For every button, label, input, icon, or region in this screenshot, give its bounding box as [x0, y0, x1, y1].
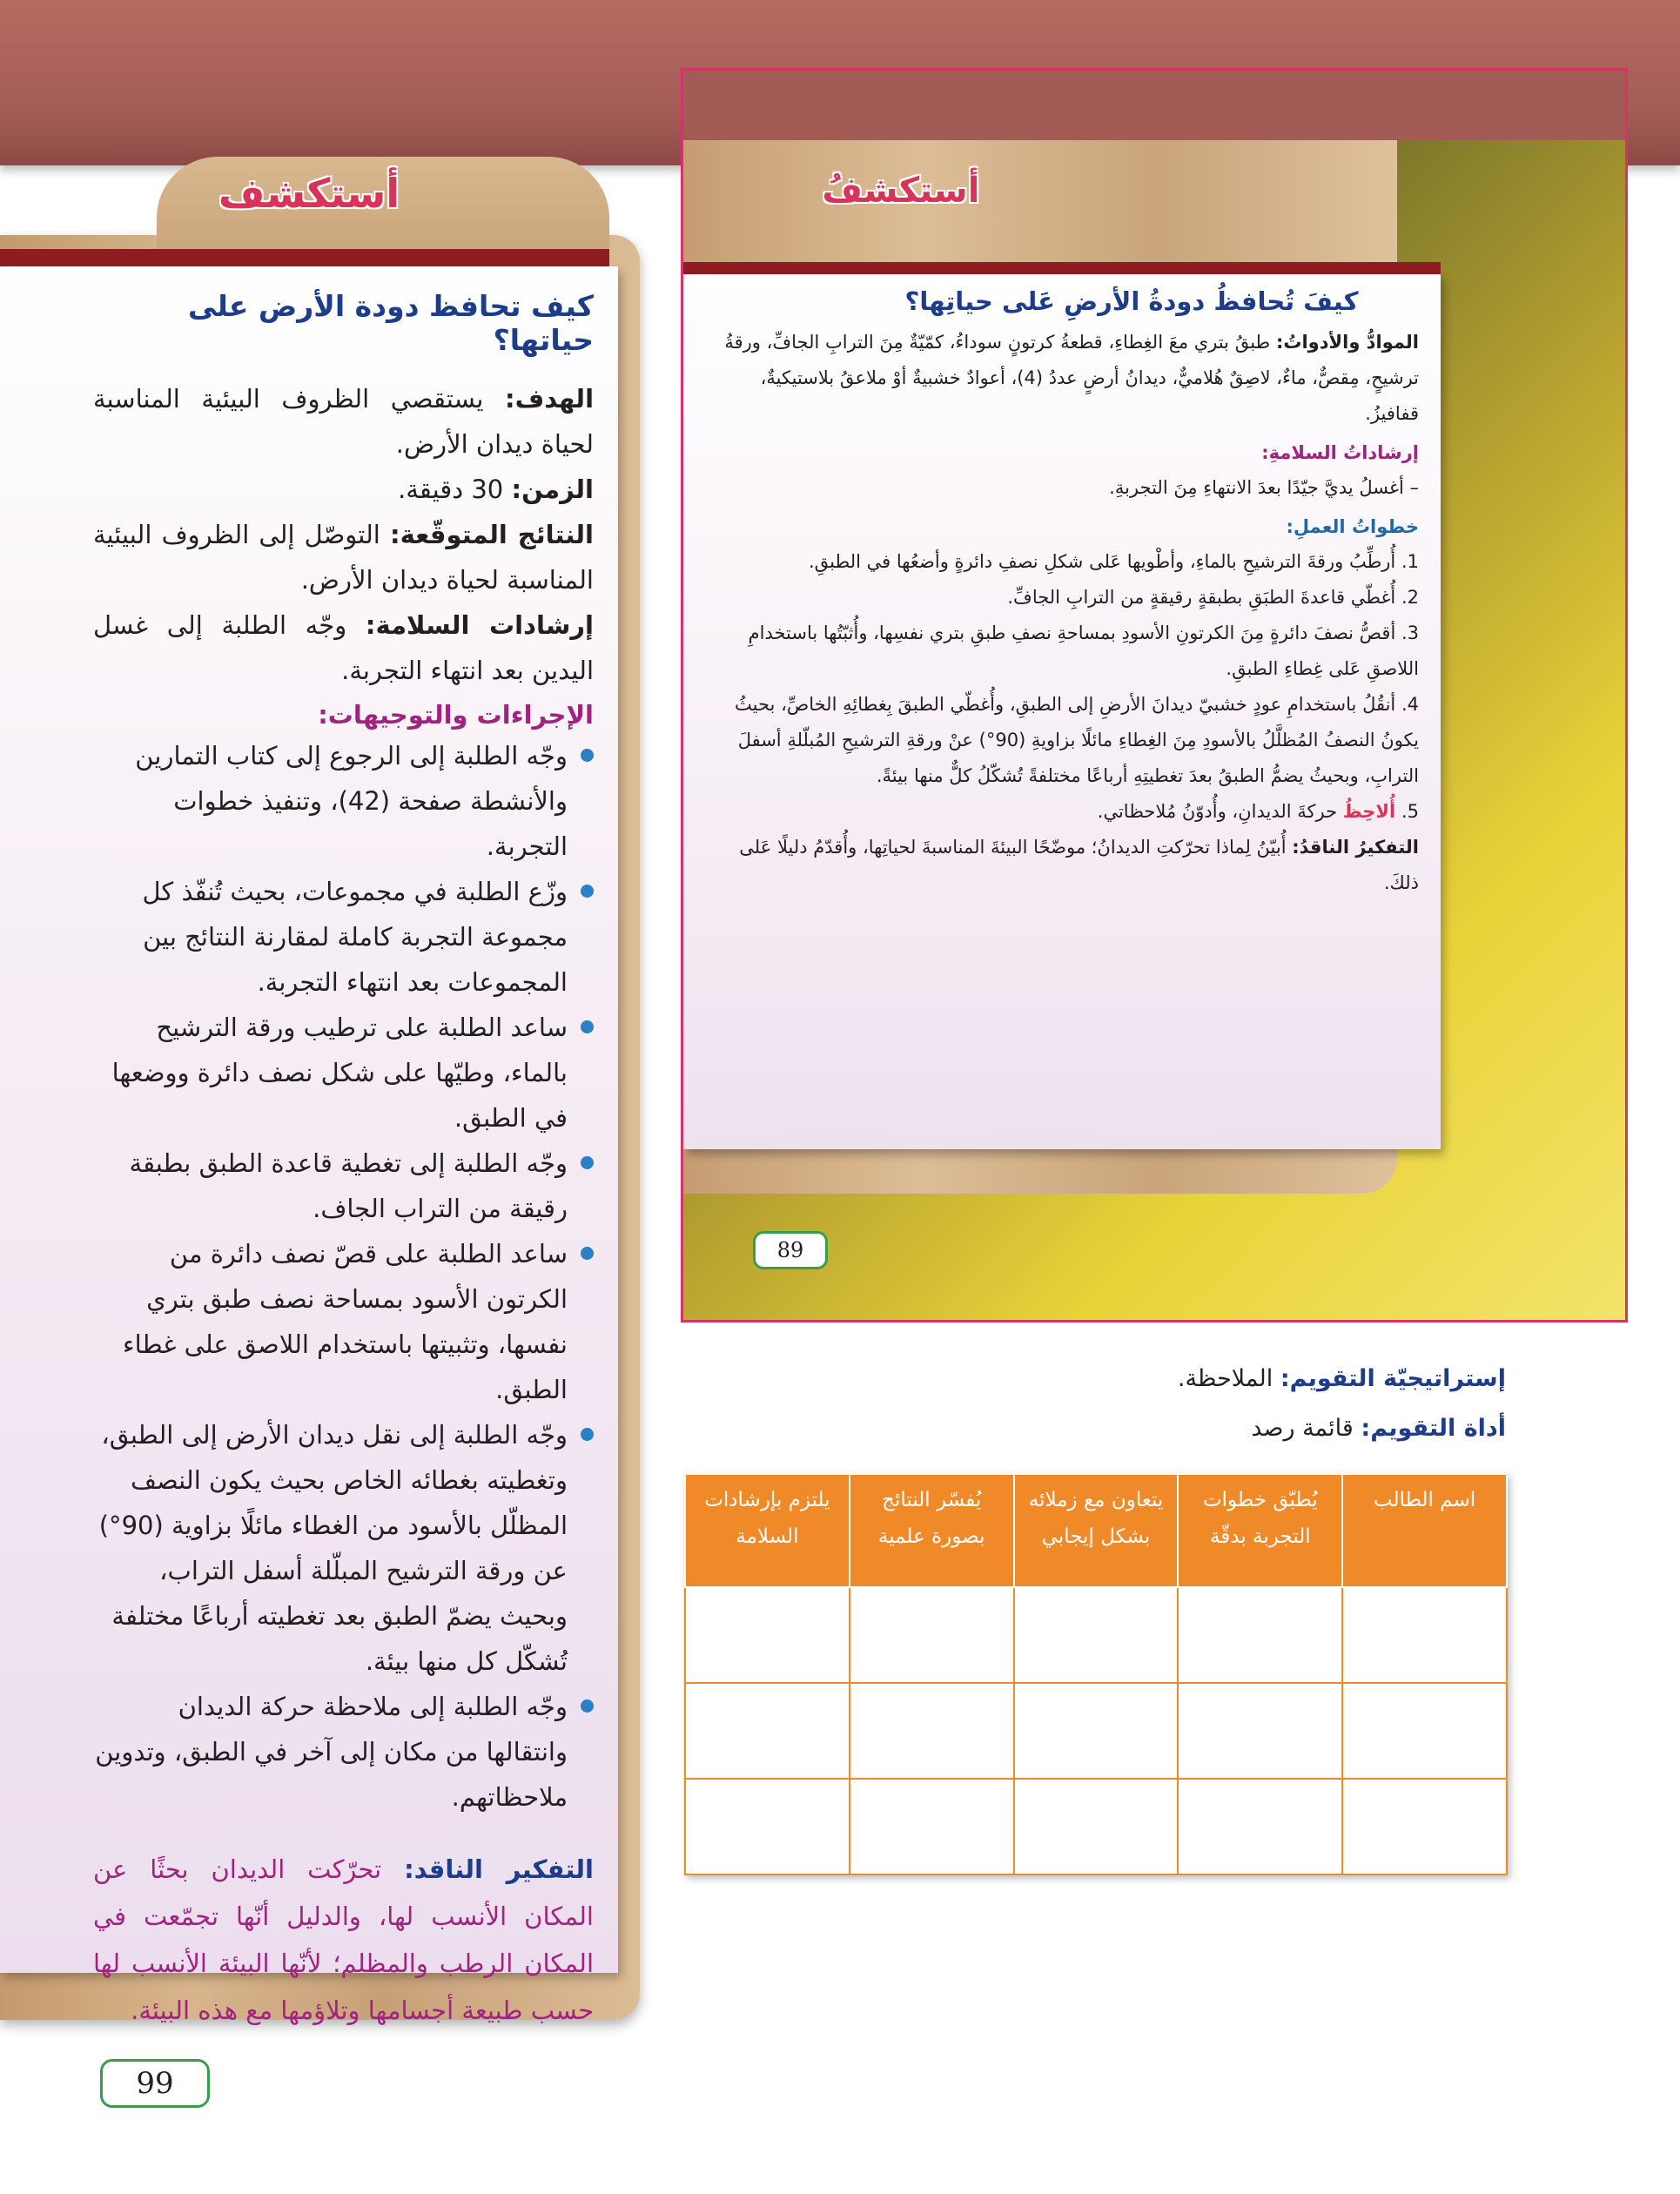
table-cell [1014, 1683, 1179, 1779]
table-cell [685, 1683, 850, 1779]
bullet-dot-icon [581, 749, 594, 762]
table-cell [685, 1779, 850, 1874]
goal-label: الهدف: [505, 384, 595, 414]
table-cell [1014, 1779, 1179, 1874]
table-cell [1014, 1587, 1179, 1683]
procedure-item [93, 1231, 594, 1412]
results-text: التوصّل إلى الظروف البيئية المناسبة لحياة ديدان الأرض. [93, 520, 594, 595]
table-header-cell: يتعاون مع زملائه بشكل إيجابي [1014, 1474, 1179, 1587]
table-cell [1178, 1683, 1342, 1779]
table-header-cell: يلتزم بإرشادات السلامة [685, 1474, 850, 1587]
procedure-text: وجّه الطلبة إلى نقل ديدان الأرض إلى الطبق، وتغطيته بغطائه الخاص بحيث يكون النصف المظلّل بالأسود من الغطاء مائلًا بزاوية (90°) عن ورقة الترشيح المبلّلة أسفل التراب، وبحيث يضمّ الطبق بعد تغطيته أرباعًا مختلفة تُشكّل كل منها بيئة. [98, 1420, 568, 1676]
tool-label: أداة التقويم: [1361, 1415, 1506, 1442]
step-text: حركةَ الديدانِ، وأُدوّنُ مُلاحظاتي. [1097, 801, 1338, 822]
bullet-dot-icon [581, 1156, 594, 1169]
time-line [93, 467, 594, 512]
tool-value: قائمة رصد [1251, 1415, 1354, 1442]
procedures-heading: الإجراءات والتوجيهات: [318, 700, 594, 730]
procedures-list [93, 733, 594, 1820]
table-header-cell: يُفسّر النتائج بصورة علمية [850, 1474, 1014, 1587]
time-label: الزمن: [511, 474, 594, 504]
table-row [685, 1779, 1507, 1874]
step-item: 4. أنقُلُ باستخدامِ عودٍ خشبيّ ديدانَ الأرضِ إلى الطبقِ، وأُغطّي الطبقَ بِغطائِهِ الخاصِّ، بحيثُ يكونُ النصفُ المُظلَّلُ بالأسودِ مِنَ الغِطاءِ مائلًا بزاويةِ (90°) عنْ ورقةِ الترشيحِ المُبلّلةِ أسفلَ الترابِ، وبحيثُ يضمُّ الطبقُ بعدَ تغطيتِهِ أرباعًا مختلفةً تُشكّلُ كلٌّ منها بيئةً. [735, 694, 1419, 786]
activity-title: كيف تحافظ دودة الأرض على حياتها؟ [188, 289, 594, 357]
materials-label: الموادُّ والأدواتُ: [1275, 332, 1419, 353]
procedure-item [93, 733, 594, 869]
teacher-guide-card [0, 266, 618, 2025]
student-page-number-badge: 89 [753, 1231, 828, 1269]
student-safety-heading: إرشاداتُ السلامةِ: [1261, 442, 1419, 463]
table-cell [1178, 1587, 1342, 1683]
table-cell [1342, 1683, 1507, 1779]
student-activity-title: كيفَ تُحافظُ دودةُ الأرضِ عَلى حياتِها؟ [904, 286, 1359, 316]
bullet-dot-icon [581, 1428, 594, 1441]
table-row [685, 1683, 1507, 1779]
table-header-row [685, 1474, 1507, 1587]
procedure-item [93, 1005, 594, 1141]
step-item: 3. أقصُّ نصفَ دائرةٍ مِنَ الكرتونِ الأسودِ بمساحةِ نصفِ طبقِ بتري نفسِها، وأُثبّتُها باستخدامِ اللاصقِ عَلى غِطاءِ الطبقِ. [748, 623, 1419, 679]
safety-line [93, 602, 594, 693]
procedure-text: ساعد الطلبة على قصّ نصف دائرة من الكرتون الأسود بمساحة نصف طبق بتري نفسها، وتثبيتها باستخدام اللاصق على غطاء الطبق. [123, 1239, 568, 1404]
student-card-header-bar [683, 262, 1441, 274]
step-item: 1. أُرطِّبُ ورقةَ الترشيحِ بالماءِ، وأطْويها عَلى شكلِ نصفِ دائرةٍ وأضعُها في الطبقِ. [808, 551, 1419, 572]
table-header-cell: اسم الطالب [1342, 1474, 1507, 1587]
table-cell [850, 1587, 1014, 1683]
time-text: 30 دقيقة. [398, 474, 504, 504]
safety-label: إرشادات السلامة: [365, 610, 595, 640]
student-critical-line [705, 830, 1419, 901]
procedure-item [93, 869, 594, 1005]
strategy-label: إستراتيجيّة التقويم: [1280, 1365, 1506, 1392]
bullet-dot-icon [581, 1247, 594, 1260]
critical-text: تحرّكت الديدان بحثًا عن المكان الأنسب لها، والدليل أنّها تجمّعت في المكان الرطب والمظلم؛ لأنّها البيئة الأنسب لها حسب طبيعة أجسامها وتلاؤمها مع هذه البيئة. [93, 1854, 594, 2025]
strategy-value: الملاحظة. [1177, 1365, 1273, 1392]
bullet-dot-icon [581, 1020, 594, 1033]
card-header-bar [0, 249, 609, 266]
goal-line [93, 376, 594, 467]
student-safety-item: – أغسلُ يديَّ جيّدًا بعدَ الانتهاءِ مِنَ التجربةِ. [1109, 477, 1419, 498]
steps-heading: خطواتُ العملِ: [1286, 516, 1419, 537]
checklist-table [684, 1473, 1508, 1875]
results-label: النتائج المتوقّعة: [389, 520, 594, 549]
student-activity-card [683, 274, 1441, 1149]
critical-label: التفكير الناقد: [404, 1854, 595, 1884]
procedure-text: وجّه الطلبة إلى تغطية قاعدة الطبق بطبقة رقيقة من التراب الجاف. [129, 1148, 568, 1223]
procedure-text: وزّع الطلبة في مجموعات، بحيث تُنفّذ كل مجموعة التجربة كاملة لمقارنة النتائج بين المجموعات بعد انتهاء التجربة. [142, 877, 568, 997]
student-tab-title: أستكشفُ [822, 171, 980, 211]
safety-text: وجّه الطلبة إلى غسل اليدين بعد انتهاء التجربة. [93, 610, 594, 685]
table-row [685, 1587, 1507, 1683]
student-page-top-band [683, 71, 1625, 140]
goal-text: يستقصي الظروف البيئية المناسبة لحياة ديدان الأرض. [93, 384, 594, 459]
step-keyword: أُلاحِظُ [1342, 801, 1396, 822]
table-cell [685, 1587, 850, 1683]
procedure-item [93, 1412, 594, 1684]
procedure-text: ساعد الطلبة على ترطيب ورقة الترشيح بالماء، وطيّها على شكل نصف دائرة ووضعها في الطبق. [111, 1013, 568, 1133]
step-number: 5. [1401, 801, 1419, 822]
evaluation-tool-line [1251, 1415, 1506, 1442]
materials-text: طبقُ بتري معَ الغِطاءِ، قطعةُ كرتونٍ سوداءُ، كمّيّةٌ مِنَ الترابِ الجافِّ، ورقةُ ترشيحٍ، مِقصٌّ، ماءٌ، لاصِقٌ هُلاميٌّ، ديدانُ أرضٍ عددُ (4)، أعوادٌ خشبيةٌ أوْ ملاعقُ بلاستيكيةٌ، قفافيزُ. [724, 332, 1419, 424]
step-item: 2. أُغطّي قاعدةَ الطبَقِ بطبقةٍ رقيقةٍ من الترابِ الجافِّ. [1007, 587, 1419, 608]
table-cell [1342, 1587, 1507, 1683]
table-header-cell: يُطبّق خطوات التجربة بدقّة [1178, 1474, 1342, 1587]
student-critical-text: أُبيّنُ لِماذا تحرّكتِ الديدانُ؛ موضّحًا البيئةَ المناسبةَ لحياتِها، وأُقدّمُ دليلًا عَلى ذلكَ. [739, 837, 1419, 893]
table-cell [1178, 1779, 1342, 1874]
critical-thinking-answer [93, 1846, 594, 2034]
procedure-item [93, 1684, 594, 1820]
table-cell [1342, 1779, 1507, 1874]
student-page-thumbnail [681, 68, 1628, 1322]
procedure-item [93, 1141, 594, 1231]
results-line [93, 512, 594, 602]
section-tab-title: أستكشف [218, 170, 400, 217]
table-cell [850, 1683, 1014, 1779]
table-cell [850, 1779, 1014, 1874]
step-item [705, 794, 1419, 830]
materials-line [705, 325, 1419, 432]
bullet-dot-icon [581, 1699, 594, 1713]
bullet-dot-icon [581, 885, 594, 898]
procedure-text: وجّه الطلبة إلى ملاحظة حركة الديدان وانتقالها من مكان إلى آخر في الطبق، وتدوين ملاحظاتهم. [95, 1692, 568, 1812]
student-critical-label: التفكيرُ الناقدُ: [1292, 837, 1419, 858]
procedure-text: وجّه الطلبة إلى الرجوع إلى كتاب التمارين والأنشطة صفحة (42)، وتنفيذ خطوات التجربة. [135, 741, 568, 861]
page-number-badge: 99 [100, 2059, 210, 2108]
evaluation-strategy-line [1178, 1365, 1506, 1392]
